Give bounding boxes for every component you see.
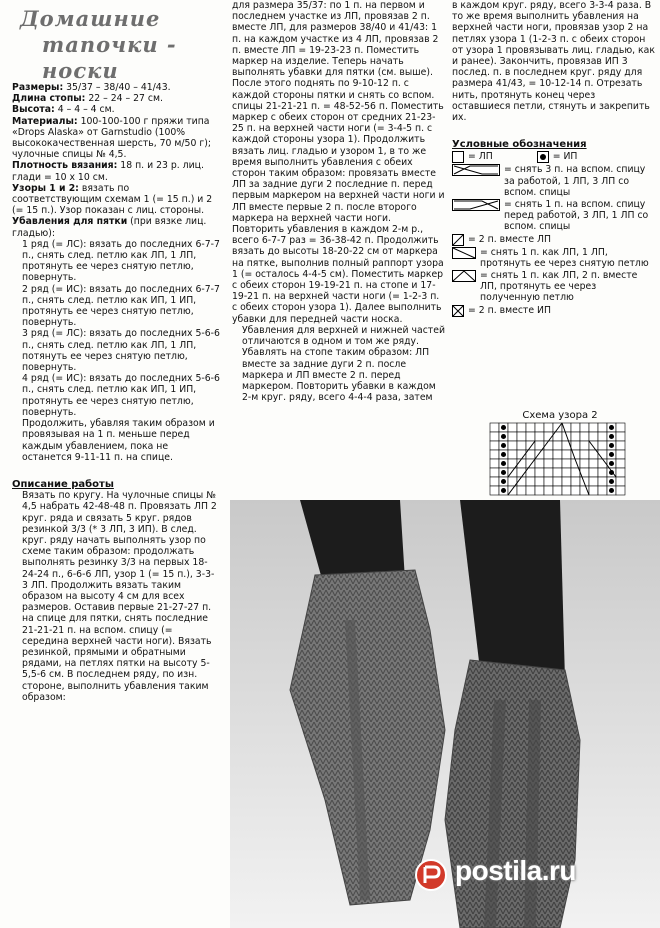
- chart-cell: [589, 459, 598, 468]
- cable-left-symbol-icon: [452, 164, 500, 176]
- col2-text-3: Убавлять на стопе таким образом: ЛП вместе за задние дуги 2 п. после маркера и ЛП вместе 2 п. перед маркером. Повторить убавки в каждом 2-м круг. ряду, всего 4-4-4 раза, затем: [242, 347, 436, 404]
- purl-dot: [609, 488, 614, 493]
- legend-sk2p: [452, 270, 656, 304]
- chart-cell: [598, 441, 607, 450]
- chart-cell: [535, 423, 544, 432]
- chart-cell: [526, 486, 535, 495]
- legend-k2tog: [452, 234, 656, 246]
- legend-cable-1: [452, 164, 656, 198]
- chart-cell: [544, 486, 553, 495]
- chart-cell: [490, 477, 499, 486]
- heel-row-3: 3 ряд (= ЛС): вязать до последних 5-6-6 п., снять след. петлю как ЛП, 1 ЛП, потянуть ее через снятую петлю, повернуть.: [22, 328, 220, 374]
- chart-cell: [616, 459, 625, 468]
- legend-knit-label: = ЛП: [468, 151, 493, 163]
- chart-cell: [580, 423, 589, 432]
- chart-cell: [553, 450, 562, 459]
- watermark: postila.ru: [455, 855, 577, 886]
- chart-cell: [562, 459, 571, 468]
- chart-cell: [553, 459, 562, 468]
- chart-cell: [616, 486, 625, 495]
- legend-purl-label: = ИП: [552, 151, 578, 163]
- purl-dot: [501, 461, 506, 466]
- chart-cell: [571, 477, 580, 486]
- legend-knit: [452, 151, 656, 163]
- chart-cell: [562, 450, 571, 459]
- density-para: Плотность вязания: 18 п. и 23 р. лиц. глади = 10 х 10 см.: [12, 160, 204, 183]
- chart-cell: [508, 441, 517, 450]
- heel-row-2: 2 ряд (= ИС): вязать до последних 6-7-7 п., снять след. петлю как ИП, 1 ИП, протянуть ее через снятую петлю, повернуть.: [22, 283, 220, 329]
- chart-cell: [589, 432, 598, 441]
- chart-cell: [535, 486, 544, 495]
- p2tog-symbol-icon: [452, 305, 464, 317]
- chart-cell: [508, 423, 517, 432]
- chart-cell: [508, 450, 517, 459]
- chart-cell: [535, 459, 544, 468]
- materials-para: Материалы: 100-100-100 г пряжи типа «Drops Alaska» от Garnstudio (100% высококачественная шерсть, 70 м/50 г); чулочные спицы № 4,5.: [12, 115, 211, 161]
- chart-cell: [598, 468, 607, 477]
- chart-cell: [526, 423, 535, 432]
- chart-cell: [616, 423, 625, 432]
- legend-p2tog: [452, 305, 656, 317]
- legend-cable-2: [452, 199, 656, 233]
- sk2p-symbol-icon: [452, 270, 476, 282]
- foot-line: Длина стопы: 22 – 24 – 27 см.: [12, 93, 163, 105]
- chart-cell: [616, 432, 625, 441]
- ssk-symbol-icon: [452, 247, 476, 259]
- purl-dot: [501, 452, 506, 457]
- col2-text-1: для размера 35/37: по 1 п. на первом и последнем участке из ЛП, провязав 2 п. вместе ЛП, для размеров 38/40 и 41/43: 1 п. на каждом участке из 4 ЛП, провязав 2 п. вместе ЛП = 19-23-23 п. Поместить маркер на изделие. Теперь начать выполнять убавки для пятки (см. выше). После этого поднять по 9-10-12 п. с каждой стороны пятки и снять со вспом. спицы 21-21-21 п. = 48-52-56 п. Поместить маркер с обеих сторон от средних 21-23-25 п. на верхней части ноги (= 3-4-5 п. с каждой стороны узора 1). Продолжить вязать лиц. гладью и узором 1, в то же время выполнить убавления с обеих сторон таким образом: провязать вместе ЛП за задние дуги 2 последние п. перед первым маркером на верхней части ноги и ЛП вместе первые 2 п. после второго маркера на верхней части ноги. Повторить убавления в каждом 2-м р., всего 6-7-7 раз = 36-38-42 п. Продолжить вязать до высоты 18-20-22 см от маркера на пятке, выполнив полный раппорт узора 1 (= осталось 4-4-5 см). Поместить маркер с обеих сторон 19-19-21 п. на стопе и 17-19-21 п. на верхней части ноги (= 1-2-3 п. с обеих сторон узора 1). Далее выполнить убавки для передней части носка.: [232, 0, 445, 325]
- chart-cell: [517, 486, 526, 495]
- chart-cell: [526, 432, 535, 441]
- chart-cell: [562, 486, 571, 495]
- purl-dot: [501, 443, 506, 448]
- purl-dot: [501, 488, 506, 493]
- heel-row-4: 4 ряд (= ИС): вязать до последних 5-6-6 п., снять след. петлю как ИП, 1 ИП, протянуть ее через снятую петлю, повернуть.: [22, 373, 220, 418]
- chart-cell: [616, 441, 625, 450]
- patterns-para: Узоры 1 и 2: вязать по соответствующим схемам 1 (= 15 п.) и 2 (= 15 п.). Узор показан с лиц. стороны.: [12, 182, 213, 217]
- legend-k2tog-label: = 2 п. вместе ЛП: [468, 233, 552, 245]
- chart-cell: [490, 450, 499, 459]
- chart-cell: [571, 441, 580, 450]
- chart-cell: [553, 477, 562, 486]
- chart-cell: [598, 432, 607, 441]
- column-2: [232, 0, 446, 403]
- chart-2-title: Схема узора 2: [522, 410, 598, 421]
- col2-text-2: Убавления для верхней и нижней частей отличаются в одном и том же ряду.: [242, 324, 445, 348]
- chart-cell: [490, 432, 499, 441]
- legend-heading: Условные обозначения: [452, 139, 587, 151]
- chart-cell: [490, 423, 499, 432]
- title-line-2: тапочки - носки: [42, 32, 177, 83]
- chart-cell: [562, 477, 571, 486]
- purl-dot: [609, 443, 614, 448]
- chart-cell: [589, 477, 598, 486]
- chart-cell: [517, 441, 526, 450]
- chart-cell: [526, 477, 535, 486]
- chart-cell: [544, 423, 553, 432]
- chart-cell: [544, 459, 553, 468]
- purl-dot: [609, 434, 614, 439]
- chart-cell: [571, 486, 580, 495]
- chart-cell: [616, 468, 625, 477]
- legend-cable-2-label: = снять 1 п. на вспом. спицу перед работой, 3 ЛП, 1 ЛП со вспом. спицы: [504, 199, 649, 233]
- work-description-heading: Описание работы: [12, 478, 114, 490]
- chart-cell: [490, 459, 499, 468]
- chart-cell: [535, 432, 544, 441]
- title-line-1: Домашние: [20, 6, 161, 31]
- chart-cell: [589, 486, 598, 495]
- chart-cell: [571, 432, 580, 441]
- chart-cell: [490, 441, 499, 450]
- chart-cell: [544, 450, 553, 459]
- continue-para: Продолжить, убавляя таким образом и провязывая на 1 п. меньше перед каждым убавлением, пока не останется 9-11-11 п. на спице.: [22, 418, 215, 463]
- chart-cell: [598, 423, 607, 432]
- chart-cell: [616, 477, 625, 486]
- chart-cell: [571, 423, 580, 432]
- chart-cell: [490, 486, 499, 495]
- chart-cell: [544, 468, 553, 477]
- height-line: Высота: 4 – 4 – 4 см.: [12, 104, 115, 116]
- chart-cell: [598, 477, 607, 486]
- chart-cell: [580, 441, 589, 450]
- heel-heading: Убавления для пятки (при вязке лиц. гладью):: [12, 216, 207, 239]
- purl-dot: [501, 479, 506, 484]
- chart-cell: [580, 450, 589, 459]
- chart-cell: [535, 477, 544, 486]
- purl-symbol-icon: [537, 151, 549, 163]
- purl-dot: [609, 452, 614, 457]
- purl-dot: [501, 425, 506, 430]
- purl-dot: [609, 461, 614, 466]
- chart-cell: [508, 432, 517, 441]
- sizes-line: Размеры: 35/37 – 38/40 – 41/43.: [12, 82, 171, 93]
- col3-text-1: в каждом круг. ряду, всего 3-3-4 раза. В то же время выполнить убавления на верхней части ноги, провязав узор 2 на петлях узора 1 (1-2-3 п. с обеих сторон от узора 1 провязывать лиц. гладью, как и ранее). Закончить, провязав ИП 3 послед. п. в последнем круг. ряду для размера 41/43, = 10-12-14 п. Отрезать нить, протянуть конец через оставшиеся петли, стянуть и закрепить их.: [452, 0, 655, 124]
- column-1: [12, 82, 220, 703]
- column-3: [452, 0, 656, 317]
- purl-dot: [501, 470, 506, 475]
- legend-ssk-label: = снять 1 п. как ЛП, 1 ЛП, протянуть ее через снятую петлю: [480, 246, 649, 269]
- work-description: Вязать по кругу. На чулочные спицы № 4,5 набрать 42-48-48 п. Провязать ЛП 2 круг. ряда и связать 5 круг. рядов резинкой 3/3 (* 3 ЛП, 3 ИП). В след. круг. ряду начать выполнять узор по схеме таким образом: продолжать выполнять резинку 3/3 на первых 18-24-24 п., 6-6-6 ЛП, узор 1 (= 15 п.), 3-3-3 ЛП. Продолжить вязать таким образом на высоту 4 см для всех размеров. Оставив первые 21-27-27 п. на спице для пятки, снять последние 21-21-21 п. на вспом. спицу (= середина верхней части ноги). Вязать резинкой, прямыми и обратными рядами, на петлях пятки на высоту 5-5,5-6 см. В последнем ряду, по изн. стороне, выполнить убавления таким образом:: [22, 490, 217, 703]
- chart-cell: [580, 432, 589, 441]
- cable-right-symbol-icon: [452, 199, 500, 211]
- chart-cell: [517, 423, 526, 432]
- legend-sk2p-label: = снять 1 п. как ЛП, 2 п. вместе ЛП, протянуть ее через полученную петлю: [480, 270, 638, 304]
- chart-cell: [562, 468, 571, 477]
- chart-cell: [553, 441, 562, 450]
- heel-row-1: 1 ряд (= ЛС): вязать до последних 6-7-7 п., снять след. петлю как ЛП, 1 ЛП, протянуть ее через снятую петлю, повернуть.: [22, 238, 220, 284]
- legend-p2tog-label: = 2 п. вместе ИП: [468, 304, 551, 316]
- purl-dot: [609, 425, 614, 430]
- purl-dot: [501, 434, 506, 439]
- chart-cell: [517, 432, 526, 441]
- chart-cell: [535, 468, 544, 477]
- page-title: [20, 6, 220, 84]
- chart-cell: [580, 459, 589, 468]
- legend-cable-1-label: = снять 3 п. на вспом. спицу за работой, 1 ЛП, 3 ЛП со вспом. спицы: [504, 164, 646, 198]
- chart-cell: [589, 423, 598, 432]
- chart-cell: [616, 450, 625, 459]
- chart-cell: [544, 477, 553, 486]
- chart-cell: [589, 468, 598, 477]
- chart-cell: [553, 486, 562, 495]
- purl-dot: [609, 479, 614, 484]
- chart-cell: [553, 468, 562, 477]
- postila-logo-icon: [414, 858, 448, 892]
- knit-symbol-icon: [452, 151, 464, 163]
- chart-cell: [490, 468, 499, 477]
- k2tog-symbol-icon: [452, 234, 464, 246]
- chart-cell: [598, 486, 607, 495]
- legend-ssk: [452, 247, 656, 269]
